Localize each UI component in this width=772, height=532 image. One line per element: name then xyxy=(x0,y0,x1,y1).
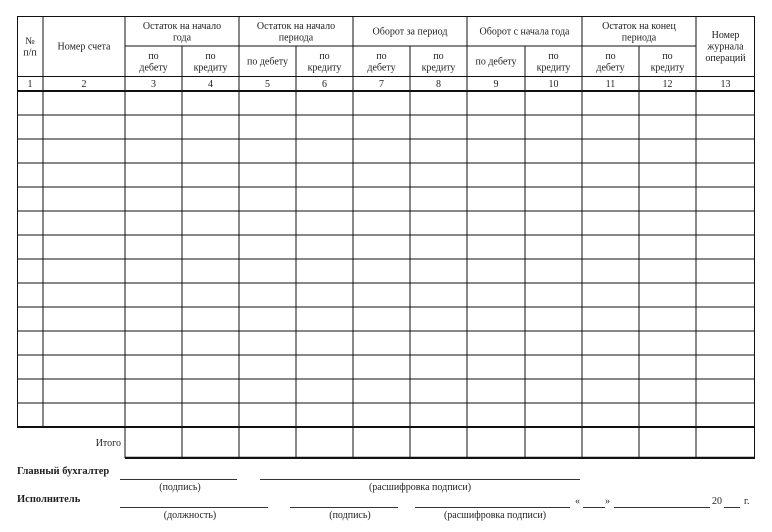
header-account-number: Номер счета xyxy=(57,41,111,53)
header-debit: по дебету xyxy=(139,50,168,74)
header-credit: по кредиту xyxy=(193,50,228,74)
year-prefix: 20 xyxy=(712,496,722,507)
header-group-title: Остаток на начало года xyxy=(142,20,222,44)
header-credit: по кредиту xyxy=(536,50,571,74)
year-suffix: г. xyxy=(744,496,750,507)
header-debit: по дебету xyxy=(596,50,625,74)
date-close-quote: » xyxy=(605,496,610,507)
header-debit: по дебету xyxy=(475,56,517,68)
performer-signature-line[interactable] xyxy=(290,507,398,508)
header-debit: по дебету xyxy=(246,56,289,68)
column-number: 2 xyxy=(81,79,87,90)
chief-decode-line[interactable] xyxy=(260,479,580,480)
header-credit: по кредиту xyxy=(421,50,456,74)
header-group-title: Остаток на начало периода xyxy=(256,20,336,44)
header-debit: по дебету xyxy=(367,50,396,74)
chief-decode-caption: (расшифровка подписи) xyxy=(368,482,472,493)
header-group-title: Оборот с начала года xyxy=(479,26,570,38)
performer-decode-line[interactable] xyxy=(415,507,570,508)
header-credit: по кредиту xyxy=(650,50,685,74)
performer-decode-caption: (расшифровка подписи) xyxy=(443,510,547,521)
performer-signature-caption: (подпись) xyxy=(329,510,371,521)
column-number: 3 xyxy=(151,79,156,90)
column-number: 12 xyxy=(662,79,673,90)
header-row-number: № п/п xyxy=(23,35,37,59)
date-day-line[interactable] xyxy=(583,507,605,508)
date-open-quote: « xyxy=(575,496,580,507)
chief-signature-line[interactable] xyxy=(120,479,237,480)
date-year-line[interactable] xyxy=(724,507,740,508)
position-caption: (должность) xyxy=(163,510,217,521)
column-number: 8 xyxy=(436,79,441,90)
header-group-title: Остаток на конец периода xyxy=(602,20,676,44)
column-number: 11 xyxy=(605,79,616,90)
position-line[interactable] xyxy=(120,507,268,508)
column-number: 10 xyxy=(548,79,559,90)
header-group-title: Оборот за период xyxy=(372,26,448,38)
chief-signature-caption: (подпись) xyxy=(159,482,201,493)
performer-label: Исполнитель xyxy=(17,494,81,505)
chief-accountant-label: Главный бухгалтер xyxy=(17,466,110,477)
column-number: 6 xyxy=(322,79,327,90)
account-ledger-table xyxy=(17,16,755,459)
date-month-line[interactable] xyxy=(614,507,710,508)
column-number: 4 xyxy=(208,79,213,90)
column-number: 7 xyxy=(379,79,384,90)
column-number: 13 xyxy=(720,79,731,90)
column-number: 9 xyxy=(493,79,499,90)
header-journal-number: Номер журнала операций xyxy=(705,30,746,64)
total-label: Итого xyxy=(95,438,121,449)
header-credit: по кредиту xyxy=(307,50,342,74)
column-number: 1 xyxy=(27,79,33,90)
column-number: 5 xyxy=(265,79,270,90)
